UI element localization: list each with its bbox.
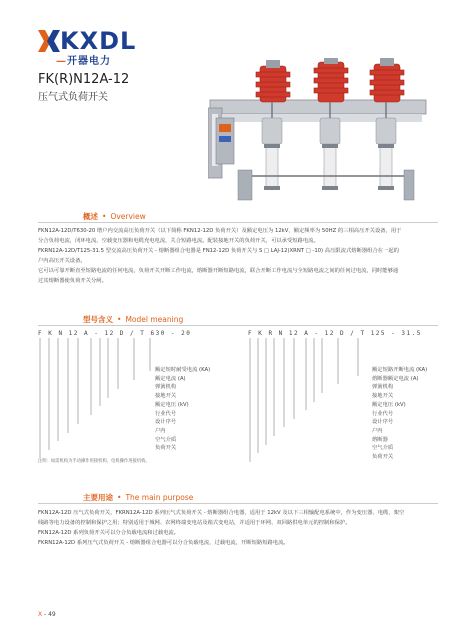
product-name: 压气式负荷开关 [38, 92, 108, 103]
main-purpose-heading: 主要用途 • The main purpose [83, 493, 194, 502]
right-model-code: F K R N 12 A - 12 D / T 125 - 31.5 [248, 330, 422, 337]
main-purpose-divider [38, 503, 438, 504]
logo-mark-icon [38, 30, 60, 52]
left-model-code: F K N 12 A - 12 D / T 630 - 20 [38, 330, 192, 337]
logo-text: KXDL [60, 27, 137, 55]
model-meaning-divider [38, 325, 438, 326]
overview-divider [38, 222, 438, 223]
left-code-items: 额定短时耐受电流 (KA) 额定电流 (A) 弹簧机构 接地开关 额定电压 (kV) 行业代号 设计序号 户内 空气介质 负荷开关 [155, 367, 211, 452]
product-model: FK(R)N12A-12 [38, 72, 130, 87]
overview-heading: 概述 • Overview [83, 212, 146, 221]
left-code-note: 注明：如需机构为手动操作用接机构，电机操作用接机构。 [38, 459, 150, 464]
right-code-items: 额定短路开断电流 (KA) 熔断器额定电流 (A) 弹簧机构 接地开关 额定电压 (kV) 行业代号 设计序号 户内 熔断器 空气介质 负荷开关 [372, 367, 428, 461]
product-image [208, 58, 438, 206]
model-meaning-heading: 型号含义 • Model meaning [83, 315, 184, 324]
main-purpose-text: FKN12A-12D 压气式负荷开关，FKRN12A-12D 系列压气式负荷开关 - 熔断器组合电器，适用于 12kV 及以下三相输配电系统中，作为变压器、电缆、架空 线路等电力设备的控制和保护之用；特别适用于城网、农网终端变电站及箱式变电站，并适用于环网、双回路供电单元的控制和保护。 FKN12A-12D 系列负荷开关可以分合负载电流和过载电流。 FKRN12A-12D 系列压气式负荷开关 - 熔断器组合电器可以分合负载电流，过载电流，开断短路短路电流。 [38, 510, 405, 546]
right-code-diagram [248, 338, 372, 462]
overview-text: FKN12A-12D/T630-20 增户内交流高压负荷开关（以下简称 FKN12-12D 负荷开关）及额定电压为 12kV，额定频率为 50HZ 的三相高压开关设备，用于 分合负荷电流，闭环电流，空载变压器和电缆充电电流，关合短路电流。配装接地开关的负荷开关，可以承受短路电流。 FKRN12A-12D/T125-31.5 型交流高压负荷开关 - 熔断器组合电器是 FN12-12D 负荷开关与 S □ LAJ-12(XRNT □ -10) 高压限流式熔断器组合在一起的 户内高压开关设备。 它可以可靠开断直至短路电流的任何电流，负荷开关开断工作电流，熔断器开断短路电流，联合开断工作电流与全短路电流之间的任何过电流，同时能够通 过其熔断器使负荷开关分闸。 [38, 228, 402, 284]
page-number: X - 49 [38, 611, 56, 618]
left-code-diagram [38, 338, 158, 458]
logo-subtitle: —开器电力 [56, 56, 111, 67]
